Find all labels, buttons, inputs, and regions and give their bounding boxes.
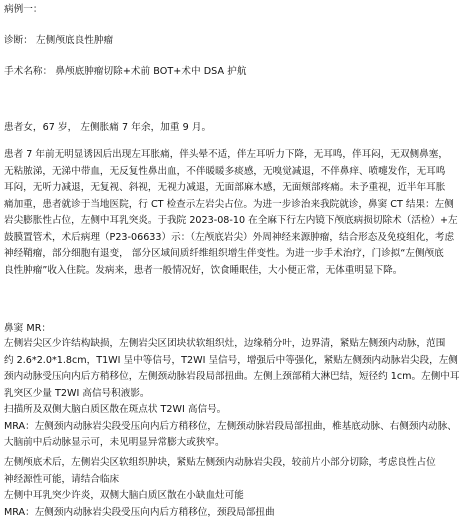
postop-findings-paragraph <box>4 455 470 521</box>
history-paragraph <box>4 147 470 279</box>
mr-line: 乳突区少量 T2WI 高信号积液影。 <box>4 387 150 399</box>
mr-section-title: 鼻窦 MR： <box>4 323 52 334</box>
patient-summary: 患者女，67 岁， 左侧胀痛 7 年余，加重 9 月。 <box>4 122 212 133</box>
history-line: 患者 7 年前无明显诱因后出现左耳胀痛，伴头晕不适，伴左耳听力下降，无耳鸣，伴耳闷，无双侧鼻塞， <box>4 149 448 160</box>
history-line: 良性肿瘤”收入住院。发病来，患者一般情况好，饮食睡眠佳，大小便正常，无体重明显下降。 <box>4 264 403 276</box>
mr-line: MRA：左侧颈内动脉岩尖段受压向内后方稍移位，左侧颈动脉岩段局部扭曲，椎基底动脉、右侧颈内动脉、 <box>4 420 457 432</box>
history-line: 耳闷，无听力减退，无复视、斜视，无视力减退，无面部麻木感，无面颊部疼痛。未予重视，近半年耳胀 <box>4 182 446 193</box>
mr-line: 约 2.6*2.0*1.8cm，T1WI 呈中等信号，T2WI 呈信号，增强后中等强化，紧贴左侧颈内动脉岩尖段，左侧 <box>4 354 458 366</box>
mr-findings-paragraph <box>4 336 470 452</box>
history-line: 岩尖膨胀性占位，左侧中耳乳突炎。于我院 2023-08-10 在全麻下行左内镜下颅底病损切除术（活检）+左 <box>4 215 458 226</box>
postop-line: MRA：左侧颈内动脉岩尖段受压向内后方稍移位，颈段局部扭曲 <box>4 506 275 518</box>
postop-line: 神经源性可能，请结合临床 <box>4 473 120 485</box>
history-line: 无粘脓涕，无涕中带血，无反复性鼻出血，不伴暖暖多痰感，无嗅觉减退，不伴鼻痒、喷嚏发作，无耳鸣 <box>4 165 446 177</box>
case-title: 病例一： <box>4 4 43 15</box>
postop-line: 左侧颅底术后，左侧岩尖区软组织肿块，紧贴左侧颈内动脉岩尖段，较前片小部分切除，考虑良性占位 <box>4 457 436 468</box>
history-line: 神经鞘瘤，部分细胞有退变， 部分区域间质纤维组织增生伴变性。为进一步手术治疗，门诊拟“左侧颅底 <box>4 248 444 259</box>
mr-line: 大脑前中后动脉显示可，未见明显异常膨大或狭窄。 <box>4 437 225 448</box>
postop-line: 左侧中耳乳突少许炎，双侧大脑白质区散在小缺血灶可能 <box>4 490 244 501</box>
surgery-name-line: 手术名称： 鼻颅底肿瘤切除+术前 BOT+术中 DSA 护航 <box>4 66 247 77</box>
diagnosis-line: 诊断： 左侧颅底良性肿瘤 <box>4 35 114 46</box>
mr-line: 颈内动脉受压向内后方稍移位，左侧颈动脉岩段局部扭曲。左侧上颈部稍大淋巴结，短径约 1cm。左侧中耳 <box>4 371 460 382</box>
history-line: 痛加重，患者就诊于当地医院，行 CT 检查示左岩尖占位。为进一步诊治来我院就诊，鼻窦 CT 结果：左侧 <box>4 198 454 210</box>
mr-line: 左侧岩尖区少许结构缺损，左侧岩尖区团块状软组织灶，边缘稍分叶，边界清，紧贴左侧颈内动脉，范围 <box>4 338 446 349</box>
mr-line: 扫描所及双侧大脑白质区散在斑点状 T2WI 高信号。 <box>4 404 227 415</box>
history-line: 鼓膜置管术，术后病理（P23-06633）示：（左颅底岩尖）外周神经来源肿瘤，结合形态及免疫组化，考虑 <box>4 231 455 243</box>
